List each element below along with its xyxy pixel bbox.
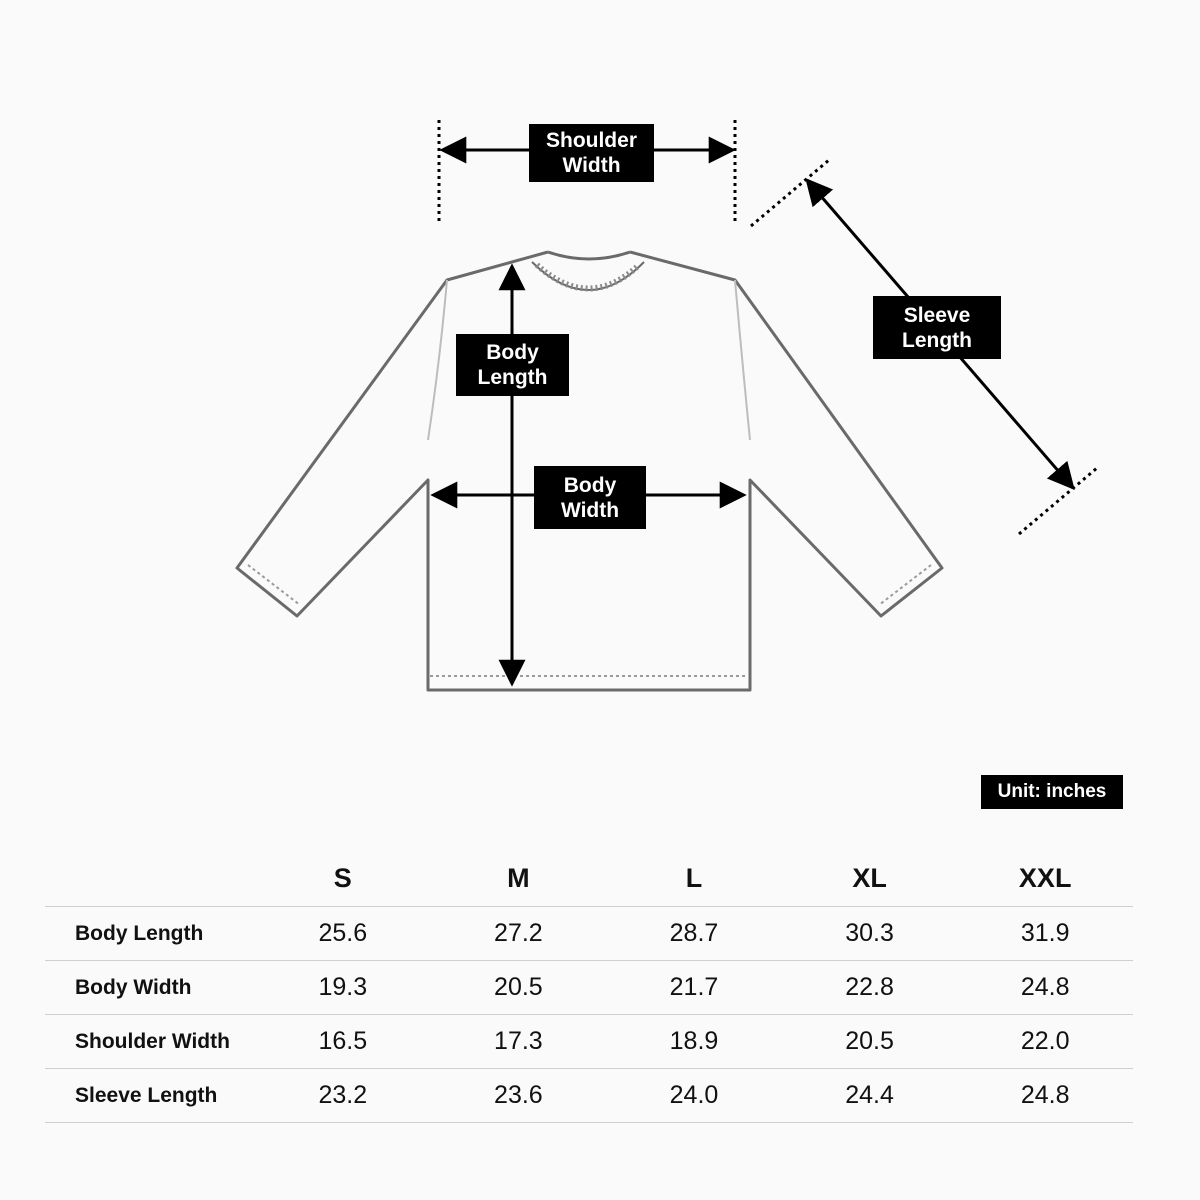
row-label: Shoulder Width bbox=[45, 1015, 255, 1069]
size-header: XXL bbox=[1018, 862, 1072, 893]
header-corner bbox=[45, 850, 255, 907]
sleeve-length-label-line2: Length bbox=[902, 328, 972, 352]
table-cell: 17.3 bbox=[431, 1015, 607, 1069]
body-length-label-line1: Body bbox=[486, 341, 539, 364]
body-width-label-line1: Body bbox=[563, 473, 617, 497]
table-cell: 24.8 bbox=[957, 1069, 1133, 1123]
table-cell: 24.0 bbox=[606, 1069, 782, 1123]
table-cell: 31.9 bbox=[957, 907, 1133, 961]
size-header: S bbox=[333, 862, 352, 893]
table-cell: 22.0 bbox=[957, 1015, 1133, 1069]
sleeve-guide-bottom bbox=[1019, 468, 1097, 534]
size-header: XL bbox=[852, 862, 887, 893]
size-header: M bbox=[507, 862, 530, 893]
table-cell: 23.2 bbox=[255, 1069, 431, 1123]
unit-badge: Unit: inches bbox=[981, 775, 1123, 809]
body-length-label bbox=[456, 334, 569, 396]
sleeve-length-label bbox=[873, 296, 1001, 359]
size-chart-table bbox=[45, 850, 1133, 1123]
size-header: L bbox=[685, 862, 703, 893]
body-width-label-line2: Width bbox=[560, 498, 620, 522]
table-cell: 30.3 bbox=[782, 907, 958, 961]
body-length-label-line2: Length bbox=[477, 366, 548, 389]
shoulder-width-label bbox=[529, 124, 654, 182]
table-cell: 20.5 bbox=[782, 1015, 958, 1069]
table-cell: 19.3 bbox=[255, 961, 431, 1015]
shoulder-seam-right bbox=[735, 280, 750, 440]
measurement-arrows bbox=[433, 150, 1073, 684]
table-cell: 18.9 bbox=[606, 1015, 782, 1069]
table-row bbox=[45, 961, 1133, 1015]
shirt-collar-outer bbox=[548, 252, 630, 259]
sleeve-length-label-line1: Sleeve bbox=[903, 303, 971, 327]
shoulder-width-label-line1: Shoulder bbox=[545, 129, 637, 152]
row-label: Body Width bbox=[45, 961, 255, 1015]
row-label: Body Length bbox=[45, 907, 255, 961]
table-cell: 24.8 bbox=[957, 961, 1133, 1015]
table-cell: 22.8 bbox=[782, 961, 958, 1015]
shoulder-width-label-line2: Width bbox=[562, 154, 621, 177]
row-label: Sleeve Length bbox=[45, 1069, 255, 1123]
table-cell: 25.6 bbox=[255, 907, 431, 961]
body-width-label bbox=[534, 466, 646, 529]
table-row bbox=[45, 1015, 1133, 1069]
table-row bbox=[45, 1069, 1133, 1123]
table-cell: 16.5 bbox=[255, 1015, 431, 1069]
table-cell: 28.7 bbox=[606, 907, 782, 961]
table-cell: 21.7 bbox=[606, 961, 782, 1015]
table-cell: 24.4 bbox=[782, 1069, 958, 1123]
table-cell: 23.6 bbox=[431, 1069, 607, 1123]
table-row bbox=[45, 907, 1133, 961]
table-cell: 20.5 bbox=[431, 961, 607, 1015]
table-cell: 27.2 bbox=[431, 907, 607, 961]
shirt-collar-rib bbox=[537, 265, 639, 289]
size-header-row bbox=[45, 850, 1133, 907]
